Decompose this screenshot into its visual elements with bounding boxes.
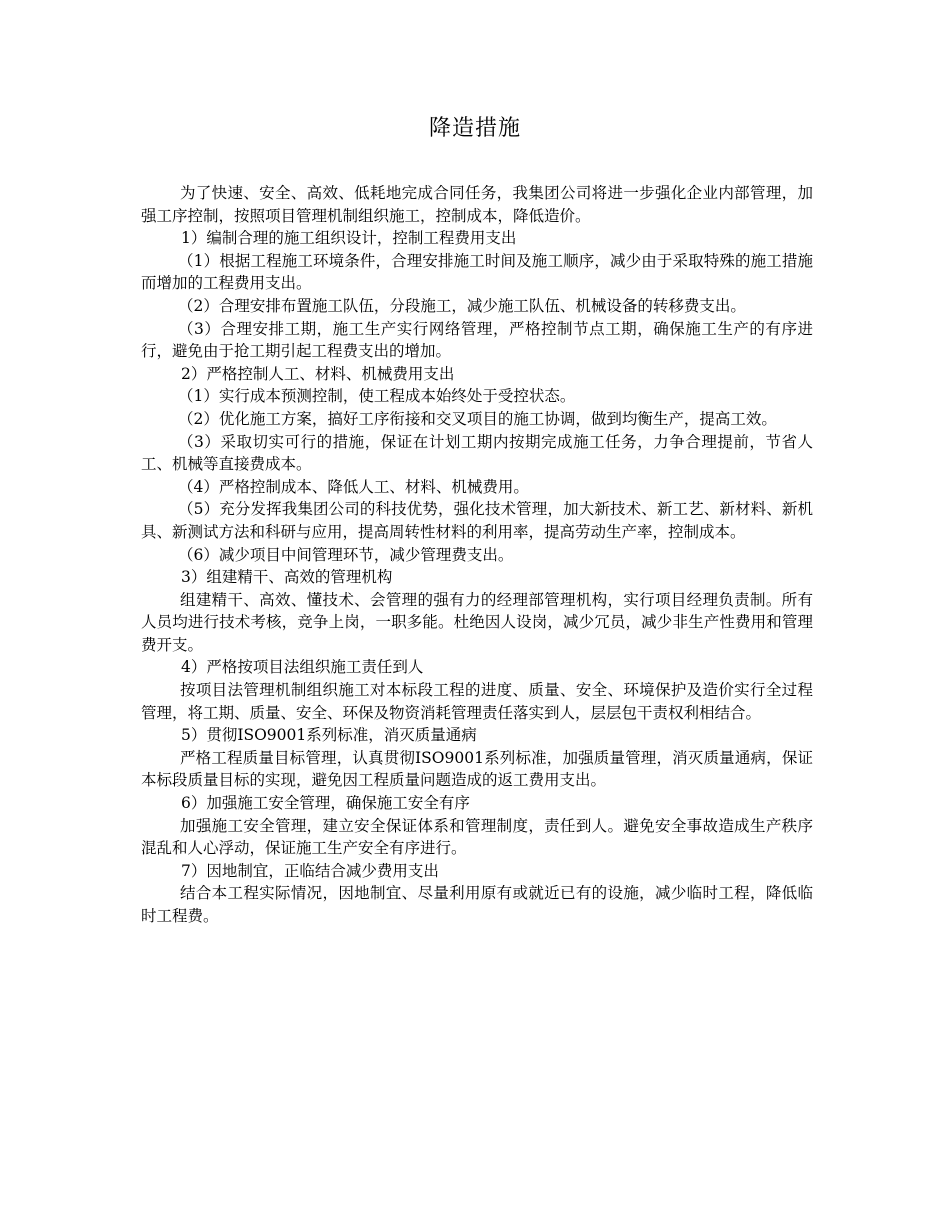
subitem-2-1: （1）实行成本预测控制，使工程成本始终处于受控状态。 xyxy=(178,387,576,406)
section-body-7: 结合本工程实际情况，因地制宜、尽量利用原有或就近已有的设施，减少临时工程，降低临时工程费。 xyxy=(141,884,813,925)
section-body-6: 加强施工安全管理，建立安全保证体系和管理制度，责任到人。避免安全事故造成生产秩序混乱和人心浮动，保证施工生产安全有序进行。 xyxy=(141,816,813,858)
section-heading-4: 4）严格按项目法组织施工责任到人 xyxy=(181,658,424,677)
section-body-5: 严格工程质量目标管理，认真贯彻ISO9001系列标准，加强质量管理，消灭质量通病，保证本标段质量目标的实现，避免因工程质量问题造成的返工费用支出。 xyxy=(141,748,813,790)
document-body xyxy=(141,182,813,928)
paragraph-intro: 为了快速、安全、高效、低耗地完成合同任务，我集团公司将进一步强化企业内部管理，加强工序控制，按照项目管理机制组织施工，控制成本，降低造价。 xyxy=(141,184,813,225)
subitem-1-1: （1）根据工程施工环境条件，合理安排施工时间及施工顺序，减少由于采取特殊的施工措施而增加的工程费用支出。 xyxy=(141,251,813,293)
section-heading-7: 7）因地制宜，正临结合减少费用支出 xyxy=(181,861,439,880)
section-heading-6: 6）加强施工安全管理，确保施工安全有序 xyxy=(181,794,470,813)
page-title: 降造措施 xyxy=(428,116,521,141)
subitem-2-2: （2）优化施工方案，搞好工序衔接和交叉项目的施工协调，做到均衡生产，提高工效。 xyxy=(178,409,777,428)
subitem-2-6: （6）减少项目中间管理环节，减少管理费支出。 xyxy=(178,545,514,564)
subitem-2-5: （5）充分发挥我集团公司的科技优势，强化技术管理，加大新技术、新工艺、新材料、新机具、新测试方法和科研与应用，提高周转性材料的利用率，提高劳动生产率，控制成本。 xyxy=(141,500,813,541)
section-heading-2: 2）严格控制人工、材料、机械费用支出 xyxy=(181,364,455,383)
section-heading-1: 1）编制合理的施工组织设计，控制工程费用支出 xyxy=(181,229,517,248)
section-heading-3: 3）组建精干、高效的管理机构 xyxy=(181,568,393,587)
subitem-1-2: （2）合理安排布置施工队伍，分段施工，减少施工队伍、机械设备的转移费支出。 xyxy=(178,296,746,315)
section-heading-5: 5）贯彻ISO9001系列标准，消灭质量通病 xyxy=(181,726,477,745)
subitem-2-3: （3）采取切实可行的措施，保证在计划工期内按期完成施工任务，力争合理提前，节省人工、机械等直接费成本。 xyxy=(141,432,813,474)
subitem-1-3: （3）合理安排工期，施工生产实行网络管理，严格控制节点工期，确保施工生产的有序进行，避免由于抢工期引起工程费支出的增加。 xyxy=(141,319,813,361)
subitem-2-4: （4）严格控制成本、降低人工、材料、机械费用。 xyxy=(178,477,529,496)
section-body-4: 按项目法管理机制组织施工对本标段工程的进度、质量、安全、环境保护及造价实行全过程管理，将工期、质量、安全、环保及物资消耗管理责任落实到人，层层包干责权利相结合。 xyxy=(141,681,813,722)
section-body-3: 组建精干、高效、懂技术、会管理的强有力的经理部管理机构，实行项目经理负责制。所有人员均进行技术考核，竞争上岗，一职多能。杜绝因人设岗，减少冗员，减少非生产性费用和管理费开支。 xyxy=(141,590,813,654)
